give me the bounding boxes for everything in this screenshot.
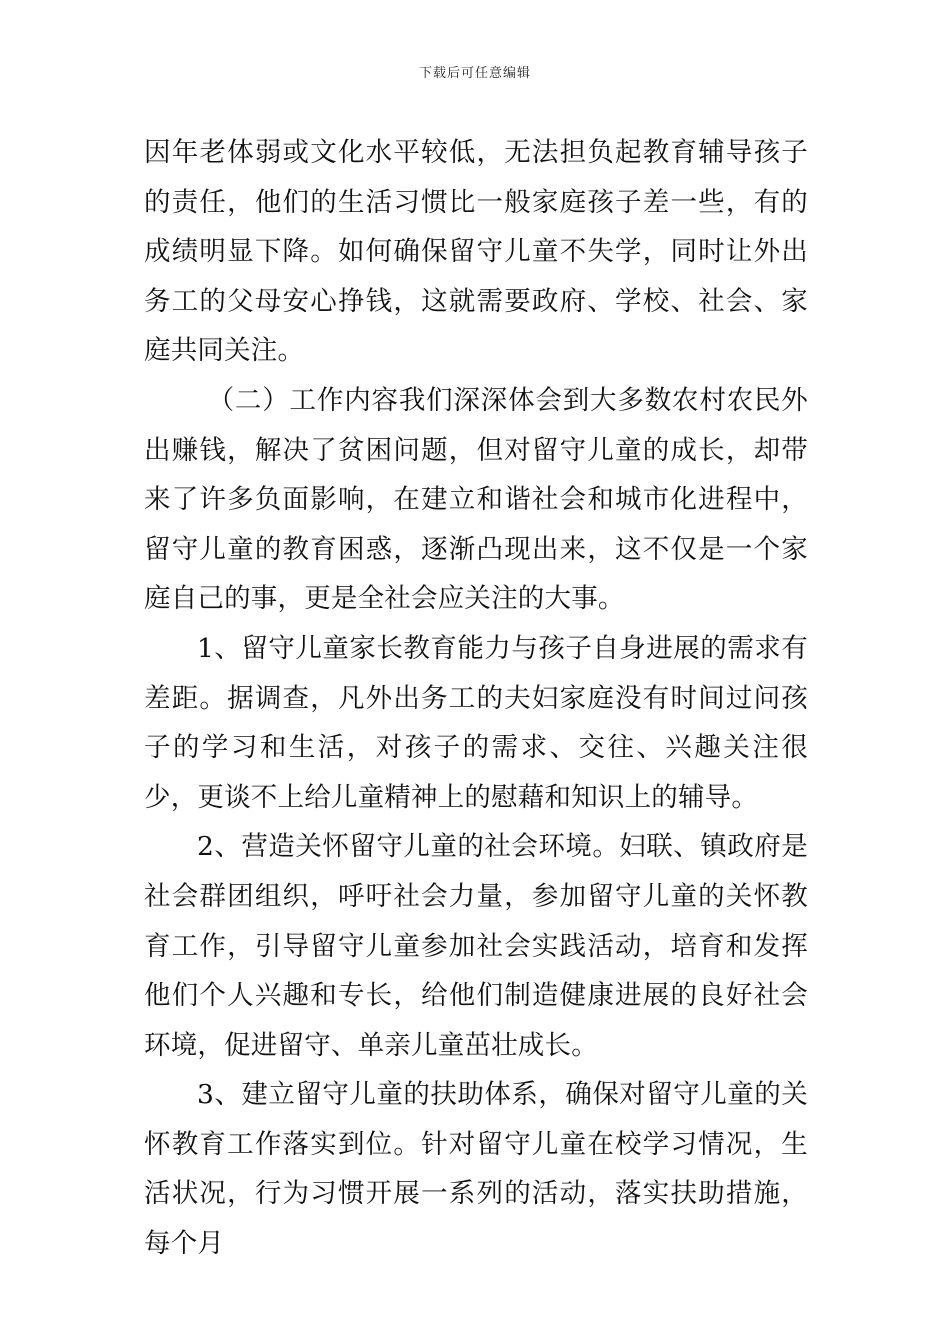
paragraph-item-2: 2、营造关怀留守儿童的社会环境。妇联、镇政府是社会群团组织，呼吁社会力量，参加留守儿童的关怀教育工作，引导留守儿童参加社会实践活动，培育和发挥他们个人兴趣和专长，给他们制造健康进展的良好社会环境，促进留守、单亲儿童茁壮成长。: [144, 831, 808, 1061]
paragraph-item-3: 3、建立留守儿童的扶助体系，确保对留守儿童的关怀教育工作落实到位。针对留守儿童在校学习情况，生活状况，行为习惯开展一系列的活动，落实扶助措施，每个月: [144, 1079, 808, 1260]
page-header: 下载后可任意编辑: [418, 66, 531, 81]
paragraph-continuation: 因年老体弱或文化水平较低，无法担负起教育辅导孩子的责任，他们的生活习惯比一般家庭孩子差一些，有的成绩明显下降。如何确保留守儿童不失学，同时让外出务工的父母安心挣钱，这就需要政府、学校、社会、家庭共同关注。: [144, 137, 808, 367]
paragraph-work-content: （二）工作内容我们深深体会到大多数农村农民外出赚钱，解决了贫困问题，但对留守儿童的成长，却带来了许多负面影响，在建立和谐社会和城市化进程中，留守儿童的教育困惑，逐渐凸现出来，这不仅是一个家庭自己的事，更是全社会应关注的大事。: [144, 384, 808, 615]
document-body: [144, 128, 808, 1269]
paragraph-item-1: 1、留守儿童家长教育能力与孩子自身进展的需求有差距。据调查，凡外出务工的夫妇家庭没有时间过问孩子的学习和生活，对孩子的需求、交往、兴趣关注很少，更谈不上给儿童精神上的慰藉和知识上的辅导。: [144, 632, 808, 813]
